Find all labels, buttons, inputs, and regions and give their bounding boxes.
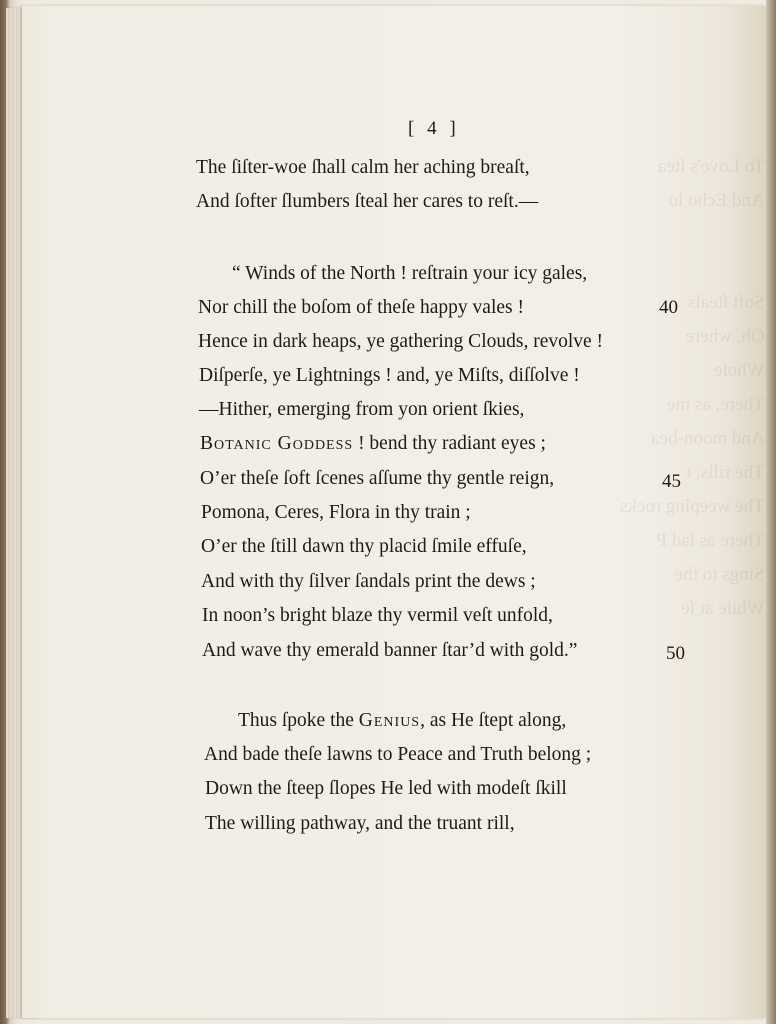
show-through-ink: To Love's ſtea And Echo lo Soft ſteals Oh, where Whoſe There, as me And moon-bea The rills, t The weeping rocks There as ſad P Sings to the While at ſe bbox=[620, 156, 765, 619]
verse-line: Down the ſteep ſlopes He led with modeſt ſkill bbox=[205, 778, 567, 799]
verse-line: And wave thy emerald banner ſtar’d with gold.” bbox=[202, 640, 578, 661]
line-number: 45 bbox=[662, 471, 681, 492]
verse-line: Pomona, Ceres, Flora in thy train ; bbox=[201, 502, 471, 523]
page-number: [ 4 ] bbox=[408, 118, 460, 139]
verse-line: —Hither, emerging from yon orient ſkies, bbox=[199, 399, 525, 420]
verse-line: “ Winds of the North ! reſtrain your icy gales, bbox=[232, 263, 588, 284]
small-caps-phrase: Botanic Goddess bbox=[200, 433, 354, 454]
verse-line: Hence in dark heaps, ye gathering Clouds, revolve ! bbox=[198, 331, 604, 352]
verse-line: O’er the ſtill dawn thy placid ſmile effuſe, bbox=[201, 536, 527, 557]
line-number: 50 bbox=[666, 643, 685, 664]
verse-line: In noon’s bright blaze thy vermil veſt unfold, bbox=[202, 605, 553, 626]
verse-line: Nor chill the boſom of theſe happy vales ! bbox=[198, 297, 524, 318]
verse-line: O’er theſe ſoft ſcenes aſſume thy gentle reign, bbox=[200, 468, 555, 489]
verse-line bbox=[200, 432, 546, 456]
verse-line-rest: , as He ſtept along, bbox=[420, 710, 567, 731]
verse-line-rest: ! bend thy radiant eyes ; bbox=[353, 433, 546, 454]
line-number: 40 bbox=[659, 297, 678, 318]
verse-line-start: Thus ſpoke the bbox=[238, 710, 359, 731]
verse-line: Diſperſe, ye Lightnings ! and, ye Miſts, diſſolve ! bbox=[199, 365, 580, 386]
small-caps-phrase: Genius bbox=[358, 710, 421, 731]
verse-line: And ſofter ſlumbers ſteal her cares to reſt.— bbox=[196, 191, 539, 212]
verse-line: The ſiſter-woe ſhall calm her aching breaſt, bbox=[196, 157, 530, 178]
verse-line bbox=[238, 709, 566, 733]
verse-line: And with thy ſilver ſandals print the dews ; bbox=[201, 571, 536, 592]
verse-line: And bade theſe lawns to Peace and Truth belong ; bbox=[204, 744, 592, 765]
verse-line: The willing pathway, and the truant rill, bbox=[205, 813, 515, 834]
